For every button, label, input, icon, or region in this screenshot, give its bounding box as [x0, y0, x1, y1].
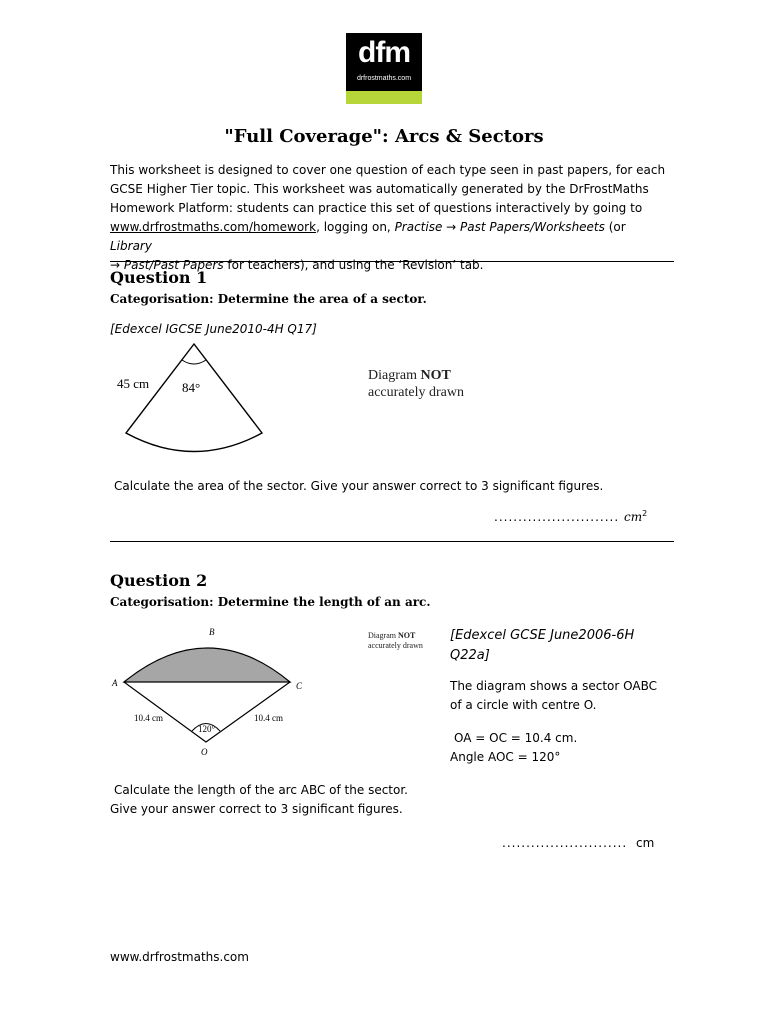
logo-url: drfrostmaths.com [356, 75, 412, 82]
intro-practise-path: Practise → Past Papers/Worksheets [394, 220, 605, 234]
q1-diagram-note [368, 367, 464, 401]
question-2-givens [450, 729, 577, 767]
sector-diagram-q1 [110, 340, 280, 460]
intro-library: Library [110, 239, 152, 253]
note-bold: NOT [420, 368, 451, 383]
angle-label: 84° [182, 380, 201, 395]
intro-line-4a: , logging on, [316, 220, 395, 234]
question-2-source [450, 626, 634, 666]
point-a-label: A [112, 678, 118, 688]
point-b-label: B [209, 627, 215, 637]
intro-line-4 [110, 218, 670, 256]
note-text-2: accurately drawn [368, 641, 423, 650]
angle-label: 120° [198, 724, 216, 734]
point-c-label: C [296, 681, 303, 691]
oa-length-label: 10.4 cm [134, 713, 163, 723]
question-1-heading: Question 1 [110, 268, 208, 287]
given-line-2: Angle AOC = 120° [450, 750, 561, 764]
note-text: Diagram [368, 368, 421, 383]
desc-line-1: The diagram shows a sector OABC [450, 679, 657, 693]
q2-diagram-note [368, 631, 423, 651]
intro-line-3: Homework Platform: students can practice this set of questions interactively by going to [110, 201, 643, 215]
question-2-description [450, 677, 657, 715]
logo-text: dfm [358, 36, 410, 69]
question-1-category: Categorisation: Determine the area of a sector. [110, 292, 427, 306]
source-line-1: [Edexcel GCSE June2006-6H [450, 628, 635, 643]
question-1-prompt: Calculate the area of the sector. Give your answer correct to 3 significant figures. [114, 479, 604, 493]
page-title: "Full Coverage": Arcs & Sectors [224, 126, 544, 147]
divider [110, 261, 674, 262]
desc-line-2: of a circle with centre O. [450, 698, 597, 712]
point-o-label: O [201, 747, 208, 757]
source-line-2: Q22a] [450, 648, 490, 663]
answer-unit: cm [624, 510, 643, 524]
shaded-segment [124, 648, 290, 682]
answer-unit-exponent: 2 [642, 509, 649, 518]
note-text: Diagram [368, 631, 398, 640]
given-line-1: OA = OC = 10.4 cm. [454, 731, 578, 745]
question-2-heading: Question 2 [110, 571, 208, 590]
homework-link[interactable]: www.drfrostmaths.com/homework [110, 220, 317, 234]
intro-line-4c: (or [604, 220, 626, 234]
divider [110, 541, 674, 542]
answer-dots: .......................... [494, 510, 620, 524]
logo-accent-bar [346, 91, 422, 104]
answer-unit: cm [636, 836, 655, 850]
oc-length-label: 10.4 cm [254, 713, 283, 723]
question-2-category: Categorisation: Determine the length of an arc. [110, 595, 431, 609]
sector-diagram-q2 [108, 624, 308, 759]
footer-url: www.drfrostmaths.com [110, 950, 249, 964]
dfm-logo [346, 33, 422, 104]
answer-line-q2[interactable] [502, 836, 654, 850]
prompt-line-1: Calculate the length of the arc ABC of the sector. [114, 783, 408, 797]
note-bold: NOT [398, 631, 416, 640]
intro-line-1: This worksheet is designed to cover one question of each type seen in past papers, for each [110, 163, 666, 177]
intro-line-2: GCSE Higher Tier topic. This worksheet was automatically generated by the DrFrostMaths [110, 182, 649, 196]
note-text-2: accurately drawn [368, 385, 464, 400]
intro-line-5b: for teachers), and using the ‘Revision’ tab. [223, 258, 484, 272]
intro-past-papers-path: → Past/Past Papers [110, 258, 224, 272]
intro-paragraph [110, 161, 670, 275]
answer-line-q1[interactable] [494, 509, 648, 524]
answer-dots: .......................... [502, 836, 628, 850]
question-2-prompt [110, 781, 408, 819]
radius-label: 45 cm [117, 376, 150, 391]
angle-arc [182, 360, 206, 364]
question-1-source: [Edexcel IGCSE June2010-4H Q17] [110, 322, 317, 336]
prompt-line-2: Give your answer correct to 3 significant figures. [110, 802, 403, 816]
sector-outline [126, 344, 262, 452]
